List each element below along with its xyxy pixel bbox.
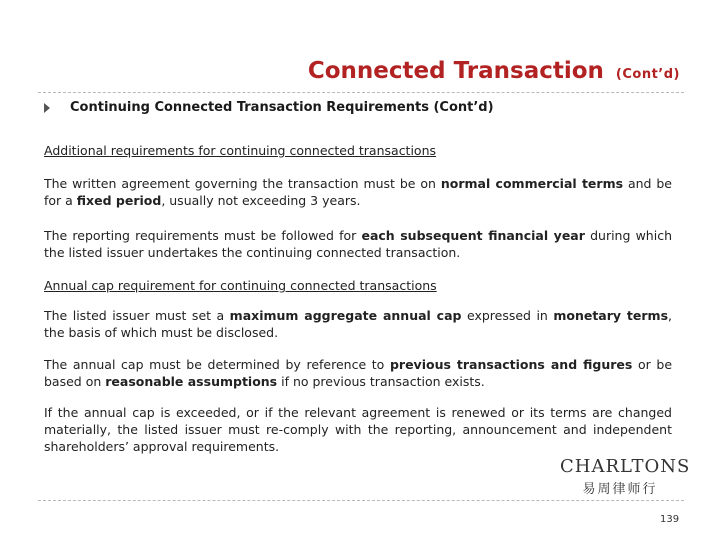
text-run: , the basis of which must be disclosed.: [44, 308, 672, 340]
text-run: if no previous transaction exists.: [277, 374, 485, 389]
bold-text: fixed period: [76, 193, 162, 208]
text-run: , usually not exceeding 3 years.: [161, 193, 361, 208]
text-run: The written agreement governing the transaction must be on: [44, 176, 441, 191]
section-heading-annual-cap: Annual cap requirement for continuing connected transactions: [44, 278, 437, 293]
paragraph-written-agreement: [44, 175, 672, 209]
text-run: expressed in: [461, 308, 554, 323]
paragraph-maximum-cap: [44, 307, 672, 341]
text-run: The annual cap must be determined by reference to: [44, 357, 390, 372]
bold-text: each subsequent financial year: [361, 228, 585, 243]
section-heading-additional: Additional requirements for continuing connected transactions: [44, 143, 437, 158]
title-suffix: (Cont’d): [615, 67, 680, 82]
title-main: Connected Transaction: [307, 58, 604, 84]
text-run: during which the listed issuer undertakes the continuing connected transaction.: [44, 228, 673, 260]
bold-text: previous transactions and figures: [389, 357, 633, 372]
paragraph-reporting-requirements: [44, 227, 672, 261]
bold-text: maximum aggregate annual cap: [229, 308, 462, 323]
text-run: and be for a: [44, 176, 672, 208]
text-run: The reporting requirements must be followed for: [44, 228, 362, 243]
page-number: 139: [660, 514, 680, 525]
bold-text: normal commercial terms: [440, 176, 624, 191]
slide-title: [308, 58, 680, 84]
top-divider: [38, 92, 684, 93]
bullet-text: Continuing Connected Transaction Requirements (Cont’d): [70, 100, 494, 115]
text-run: or be based on: [44, 357, 673, 389]
text-run: The listed issuer must set a: [44, 308, 230, 323]
logo-chinese: 易周律师行: [582, 482, 658, 497]
bullet-item: [44, 100, 494, 115]
bold-text: reasonable assumptions: [105, 374, 278, 389]
triangle-bullet-icon: [44, 103, 50, 113]
logo-name: CHARLTONS: [560, 456, 691, 477]
bold-text: monetary terms: [553, 308, 669, 323]
paragraph-cap-exceeded: If the annual cap is exceeded, or if the relevant agreement is renewed or its terms are changed materially, the listed issuer must re-comply with the reporting, announcement and independent shareholders’ approval requirements.: [44, 405, 672, 454]
paragraph-cap-determination: [44, 356, 672, 390]
bottom-divider: [38, 500, 684, 501]
charltons-logo: [560, 456, 691, 497]
